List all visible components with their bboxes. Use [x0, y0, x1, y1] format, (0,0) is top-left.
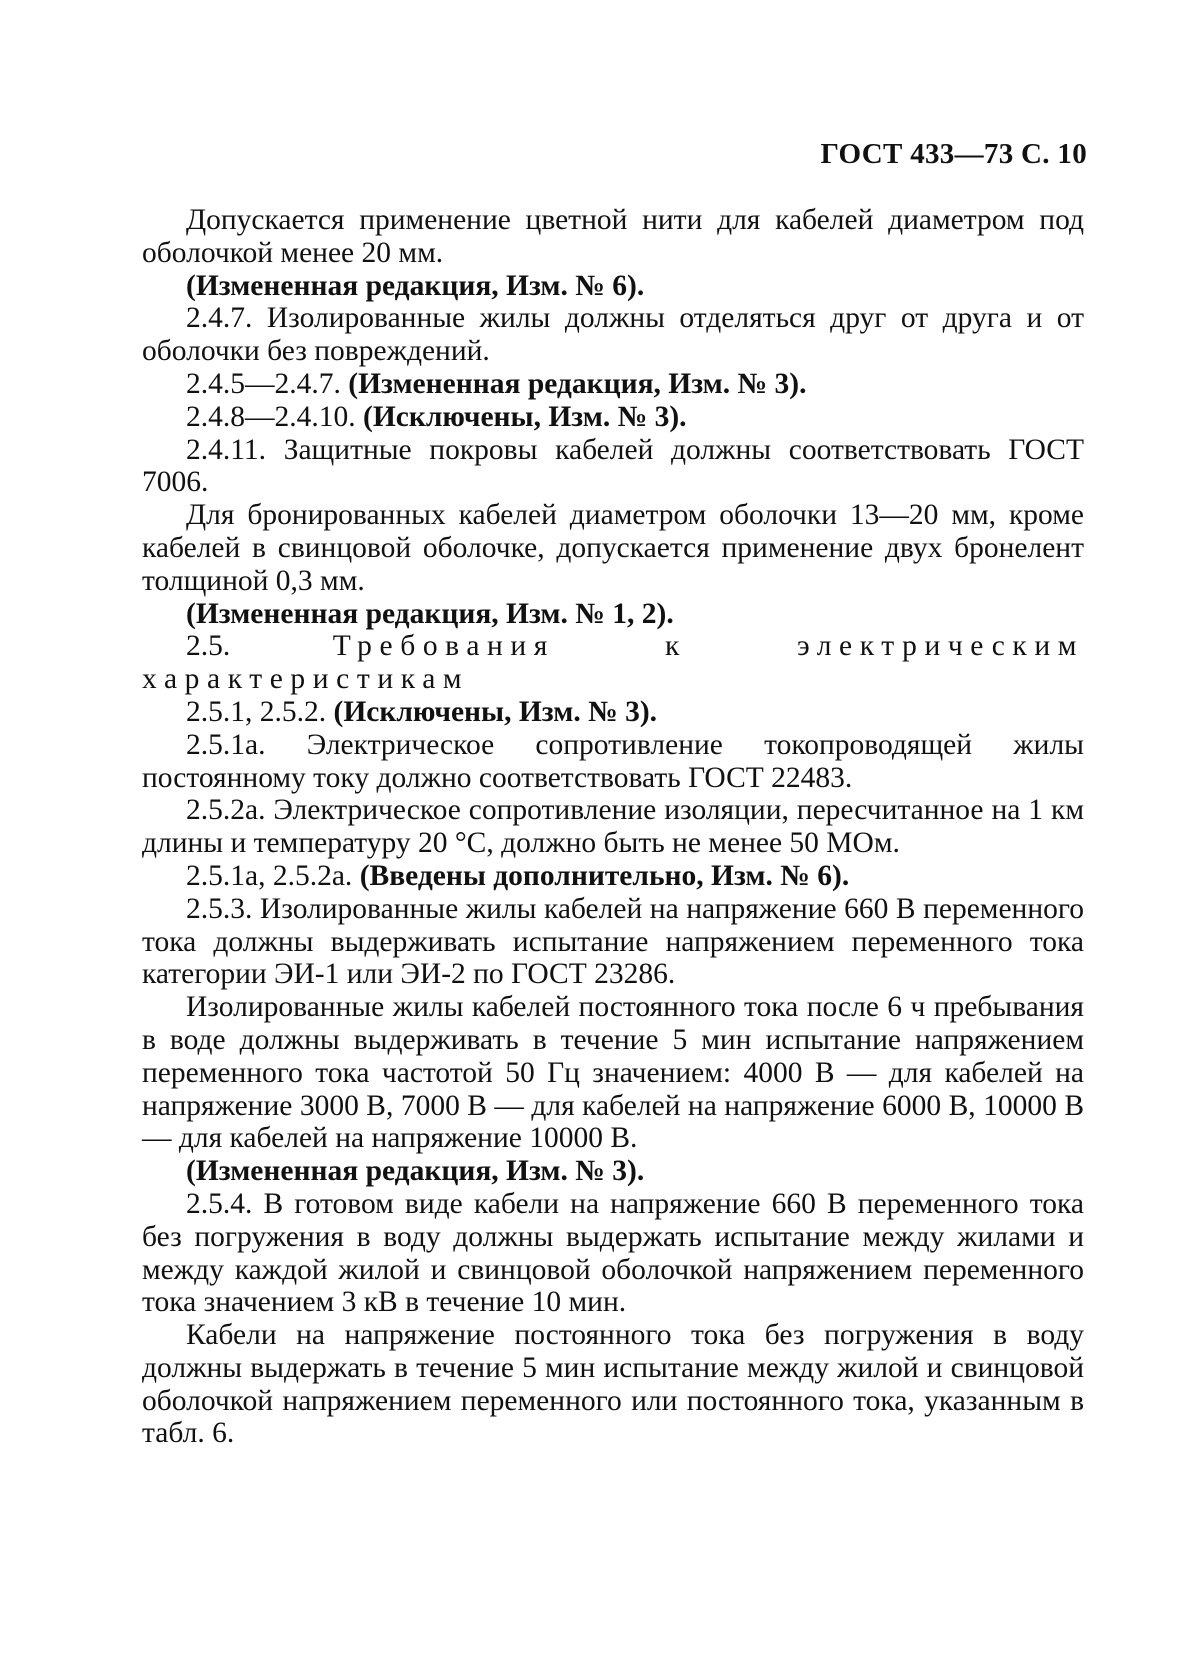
- amendment-note: (Измененная редакция, Изм. № 1, 2).: [186, 597, 674, 630]
- page-header: [821, 138, 1087, 171]
- amendment-note: 2.4.5—2.4.7. (Измененная редакция, Изм. № 3).: [186, 367, 807, 400]
- paragraph-dc-voltage-test: Кабели на напряжение постоянного тока без погружения в воду должны выдержать в течение 5 мин испытание между жилой и свинцовой оболочкой напряжением переменного или постоянного тока, указанным в табл. 6.: [142, 1319, 1084, 1450]
- document-body: [142, 204, 1084, 1450]
- amendment-note: 2.5.1а, 2.5.2а. (Введены дополнительно, Изм. № 6).: [186, 859, 850, 892]
- amendment-note: (Измененная редакция, Изм. № 6).: [186, 269, 645, 302]
- clause-2-5-1a: 2.5.1а. Электрическое сопротивление токопроводящей жилы постоянному току должно соответствовать ГОСТ 22483.: [142, 728, 1085, 794]
- clause-2-4-11: 2.4.11. Защитные покровы кабелей должны соответствовать ГОСТ 7006.: [142, 433, 1084, 499]
- amendment-note: 2.4.8—2.4.10. (Исключены, Изм. № 3).: [186, 400, 687, 433]
- clause-2-5-2a: 2.5.2а. Электрическое сопротивление изоляции, пересчитанное на 1 км длины и температуру 20 °С, должно быть не менее 50 МОм.: [142, 794, 1084, 860]
- paragraph-armored-cables: Для бронированных кабелей диаметром оболочки 13—20 мм, кроме кабелей в свинцовой оболочке, допускается применение двух бронелент толщиной 0,3 мм.: [142, 499, 1084, 597]
- amendment-note: 2.5.1, 2.5.2. (Исключены, Изм. № 3).: [186, 695, 658, 728]
- amendment-note: (Измененная редакция, Изм. № 3).: [186, 1155, 645, 1188]
- section-heading-2-5: 2.5. Требования к электрическим характеристикам: [142, 630, 1084, 696]
- clause-2-4-7: 2.4.7. Изолированные жилы должны отделяться друг от друга и от оболочки без повреждений.: [142, 302, 1084, 368]
- paragraph-colored-thread: Допускается применение цветной нити для кабелей диаметром под оболочкой менее 20 мм.: [142, 204, 1084, 269]
- standard-page-number: ГОСТ 433—73 С. 10: [820, 138, 1087, 170]
- clause-2-5-3: 2.5.3. Изолированные жилы кабелей на напряжение 660 В переменного тока должны выдерживать испытание напряжением переменного тока категории ЭИ-1 или ЭИ-2 по ГОСТ 23286.: [142, 892, 1084, 991]
- clause-2-5-4: 2.5.4. В готовом виде кабели на напряжение 660 В переменного тока без погружения в воду должны выдержать испытание между жилами и между каждой жилой и свинцовой оболочкой напряжением переменного тока значением 3 кВ в течение 10 мин.: [142, 1187, 1085, 1319]
- paragraph-dc-cable-test: Изолированные жилы кабелей постоянного тока после 6 ч пребывания в воде должны выдерживать в течение 5 мин испытание напряжением переменного тока частотой 50 Гц значением: 4000 В — для кабелей на напряжение 3000 В, 7000 В — для кабелей на напряжение 6000 В, 10000 В — для кабелей на напряжение 10000 В.: [142, 991, 1084, 1155]
